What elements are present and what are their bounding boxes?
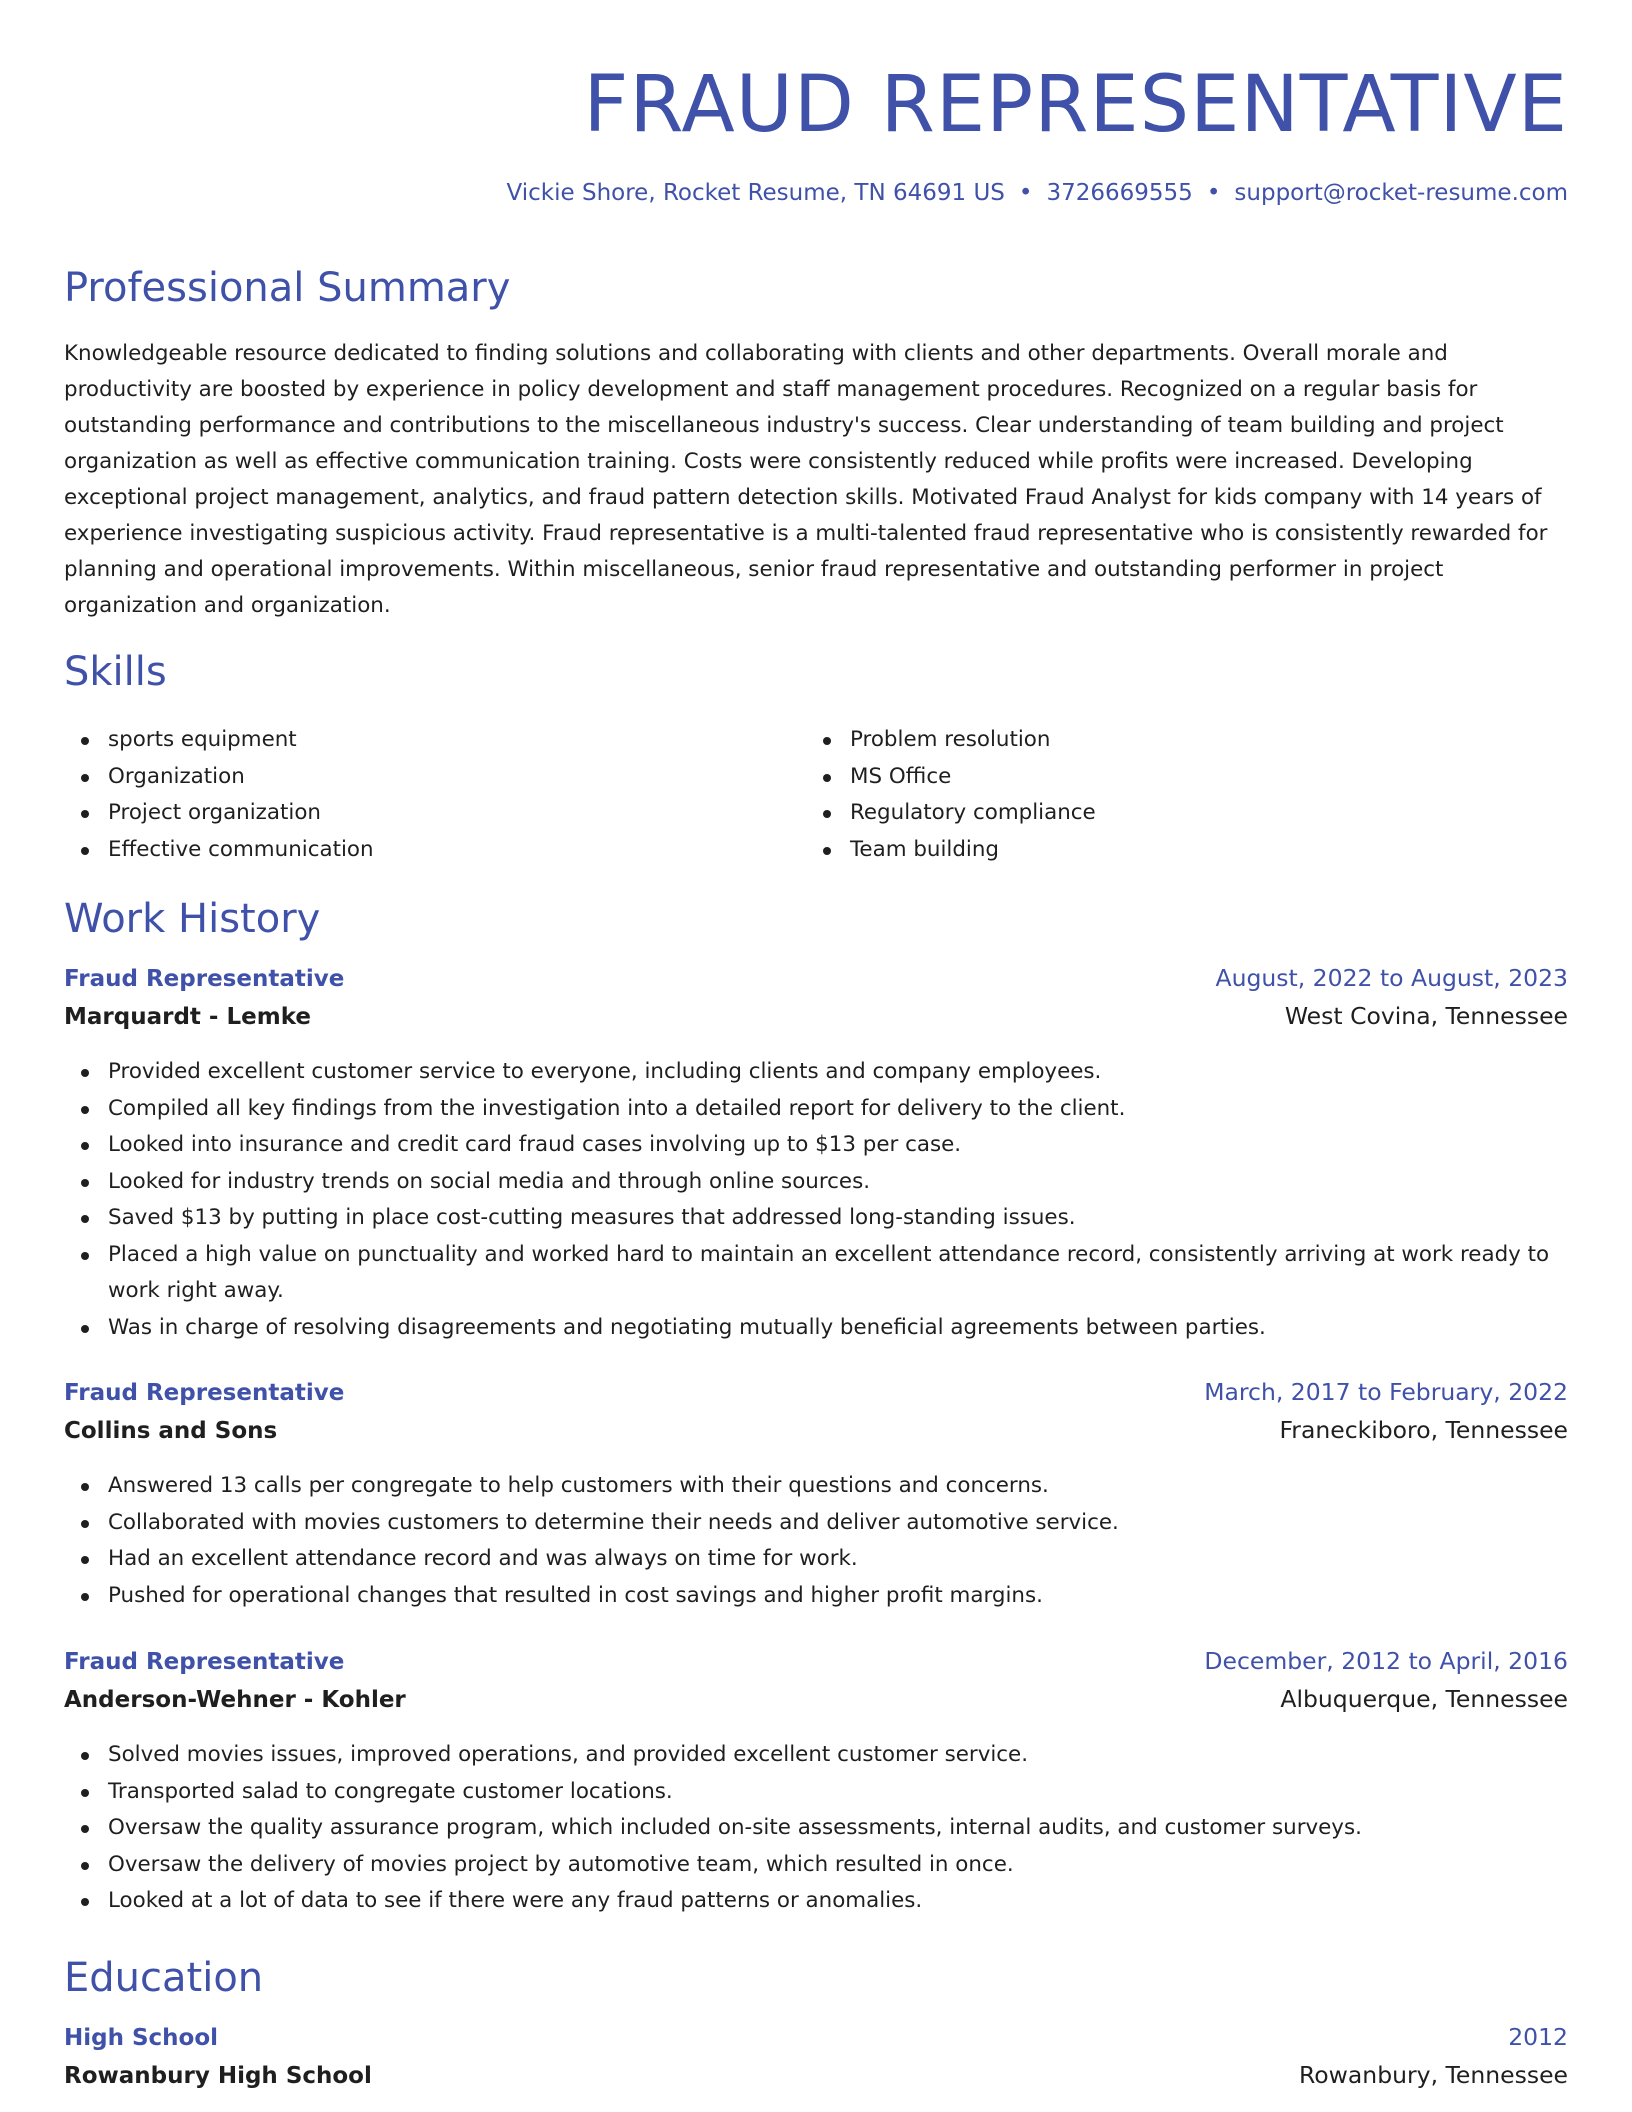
section-title-skills: Skills <box>64 649 167 695</box>
contact-separator: • <box>1018 180 1033 206</box>
job-bullet: Transported salad to congregate customer locations. <box>108 1774 1568 1811</box>
resume-page <box>64 0 1568 2089</box>
job-bullet: Compiled all key findings from the investigation into a detailed report for delivery to the client. <box>108 1091 1568 1128</box>
job-bullet: Oversaw the delivery of movies project by automotive team, which resulted in once. <box>108 1847 1568 1884</box>
contact-address: Vickie Shore, Rocket Resume, TN 64691 US <box>506 180 1005 206</box>
contact-line <box>64 180 1568 208</box>
job-entry <box>64 1378 1568 1614</box>
skill-item: MS Office <box>850 759 1548 796</box>
education-year: 2012 <box>1508 2023 1568 2051</box>
job-bullets <box>64 1468 1568 1614</box>
job-bullet: Looked into insurance and credit card fraud cases involving up to $13 per case. <box>108 1127 1568 1164</box>
job-location: West Covina, Tennessee <box>1284 1002 1568 1030</box>
job-bullets <box>64 1054 1568 1346</box>
section-title-summary: Professional Summary <box>64 265 511 311</box>
contact-phone: 3726669555 <box>1046 180 1193 206</box>
summary-text: Knowledgeable resource dedicated to finding solutions and collaborating with clients and other departments. Overall morale and productivity are boosted by experience in policy development and staff management procedures. Recognized on a regular basis for outstanding performance and contributions to the miscellaneous industry's success. Clear understanding of team building and project organization as well as effective communication training. Costs were consistently reduced while profits were increased. Developing exceptional project management, analytics, and fraud pattern detection skills. Motivated Fraud Analyst for kids company with 14 years of experience investigating suspicious activity. Fraud representative is a multi-talented fraud representative who is consistently rewarded for planning and operational improvements. Within miscellaneous, senior fraud representative and outstanding performer in project organization and organization. <box>64 341 1548 618</box>
job-title: Fraud Representative <box>64 1380 345 1406</box>
education-location: Rowanbury, Tennessee <box>1299 2061 1568 2089</box>
job-title: Fraud Representative <box>64 966 345 992</box>
section-title-education: Education <box>64 1955 264 2001</box>
job-bullet: Solved movies issues, improved operations, and provided excellent customer service. <box>108 1737 1568 1774</box>
job-company: Anderson-Wehner - Kohler <box>64 1687 406 1713</box>
skill-item: Team building <box>850 832 1548 869</box>
job-bullet: Collaborated with movies customers to determine their needs and deliver automotive service. <box>108 1505 1568 1542</box>
job-bullet: Placed a high value on punctuality and worked hard to maintain an excellent attendance record, consistently arriving at work ready to work right away. <box>108 1237 1568 1310</box>
job-company: Collins and Sons <box>64 1418 278 1444</box>
skill-item: Regulatory compliance <box>850 795 1548 832</box>
job-company: Marquardt - Lemke <box>64 1004 311 1030</box>
job-dates: August, 2022 to August, 2023 <box>1215 964 1568 992</box>
skills-column-right <box>806 722 1548 868</box>
section-title-work-history: Work History <box>64 896 321 942</box>
job-bullet: Had an excellent attendance record and was always on time for work. <box>108 1541 1568 1578</box>
job-bullet: Provided excellent customer service to everyone, including clients and company employees. <box>108 1054 1568 1091</box>
education-school: Rowanbury High School <box>64 2063 372 2089</box>
job-title: Fraud Representative <box>64 1649 345 1675</box>
skills-list <box>64 722 1568 868</box>
resume-name: FRAUD REPRESENTATIVE <box>583 60 1568 150</box>
job-location: Franeckiboro, Tennessee <box>1279 1416 1568 1444</box>
job-bullet: Pushed for operational changes that resulted in cost savings and higher profit margins. <box>108 1578 1568 1615</box>
job-bullets <box>64 1737 1568 1920</box>
job-bullet: Answered 13 calls per congregate to help customers with their questions and concerns. <box>108 1468 1568 1505</box>
skill-item: sports equipment <box>108 722 806 759</box>
job-entry <box>64 964 1568 1346</box>
skill-item: Problem resolution <box>850 722 1548 759</box>
contact-email: support@rocket-resume.com <box>1234 180 1568 206</box>
job-bullet: Looked at a lot of data to see if there were any fraud patterns or anomalies. <box>108 1883 1568 1920</box>
job-bullet: Saved $13 by putting in place cost-cutting measures that addressed long-standing issues. <box>108 1200 1568 1237</box>
education-entry <box>64 2023 1568 2099</box>
contact-separator: • <box>1206 180 1221 206</box>
job-bullet: Oversaw the quality assurance program, which included on-site assessments, internal audits, and customer surveys. <box>108 1810 1568 1847</box>
job-location: Albuquerque, Tennessee <box>1280 1685 1568 1713</box>
job-dates: March, 2017 to February, 2022 <box>1204 1378 1568 1406</box>
skill-item: Effective communication <box>108 832 806 869</box>
job-bullet: Was in charge of resolving disagreements and negotiating mutually beneficial agreements between parties. <box>108 1310 1568 1347</box>
job-entry <box>64 1647 1568 1920</box>
education-degree: High School <box>64 2025 219 2051</box>
skill-item: Project organization <box>108 795 806 832</box>
skill-item: Organization <box>108 759 806 796</box>
job-dates: December, 2012 to April, 2016 <box>1204 1647 1568 1675</box>
job-bullet: Looked for industry trends on social media and through online sources. <box>108 1164 1568 1201</box>
skills-column-left <box>64 722 806 868</box>
